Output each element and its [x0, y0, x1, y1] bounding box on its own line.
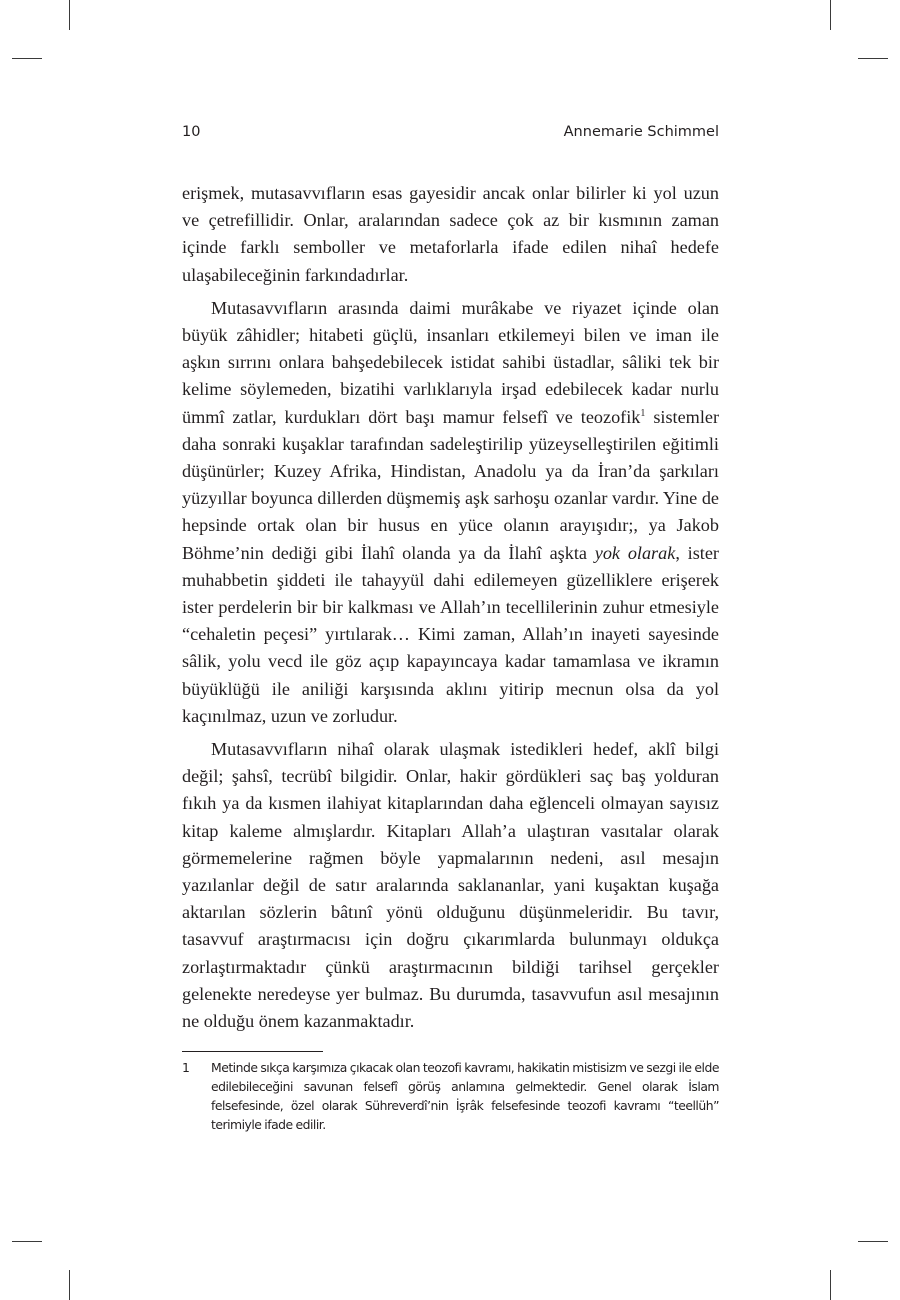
paragraph-2-part-b: sistemler daha sonraki kuşaklar tarafından sadeleştirilip yüzeyselleştirilen eğitimli düşünürler; Kuzey Afrika, Hindistan, Anadolu ya da İran’da şarkıları yüzyıllar boyunca dillerden düşmemiş aşk sarhoşu ozanlar vardır. Yine de hepsinde ortak olan bir husus en yüce olanın arayışıdır;, ya Jakob Böhme’nin dediği gibi İlahî olanda ya da İlahî aşkta: [182, 406, 719, 563]
paragraph-1: erişmek, mutasavvıfların esas gayesidir ancak onlar bilirler ki yol uzun ve çetrefillidir. Onlar, aralarından sadece çok az bir kısmının zaman içinde farklı semboller ve metaforlarla ifade edilen nihaî hedefe ulaşabileceğinin farkındadırlar.: [182, 183, 719, 285]
paragraph-2-part-a: Mutasavvıfların arasında daimi murâkabe ve riyazet içinde olan büyük zâhidler; hitabeti güçlü, insanları etkilemeyi bilen ve iman ile aşkın sırrını onlara bahşedebilecek istidat sahibi üstadlar, sâliki tek bir kelime söylemeden, bizatihi varlıklarıyla irşad edebilecek kadar nurlu ümmî zatlar, kurdukları dört başı mamur felsefî ve teozofik: [182, 297, 719, 427]
running-header: [182, 124, 719, 146]
crop-mark-left-bottom: [12, 1241, 42, 1242]
crop-mark-right-bottom: [858, 1241, 888, 1242]
running-header-author: Annemarie Schimmel: [563, 124, 719, 140]
crop-mark-left-top: [12, 58, 42, 59]
paragraph-2: [182, 295, 719, 730]
crop-mark-bottom-right: [830, 1270, 831, 1300]
crop-mark-bottom-left: [69, 1270, 70, 1300]
page-number: 10: [182, 124, 201, 140]
footnote-number: 1: [182, 1060, 190, 1075]
paragraph-3: Mutasavvıfların nihaî olarak ulaşmak istedikleri hedef, aklî bilgi değil; şahsî, tecrübî bilgidir. Onlar, hakir gördükleri saç baş yolduran fıkıh ya da kısmen ilahiyat kitaplarından daha eğlenceli olmayan sayısız kitap kaleme almışlardır. Kitapları Allah’a ulaştıran vasıtalar olarak görmemelerine rağmen böyle yapmalarının nedeni, asıl mesajın yazılanlar değil de satır aralarında saklananlar, yani kuşaktan kuşağa aktarılan sözlerin bâtınî yönü olduğunu düşünmeleridir. Bu tavır, tasavvuf araştırmacısı için doğru çıkarımlarda bulunmayı oldukça zorlaştırmaktadır çünkü araştırmacının bildiği tarihsel gerçekler gelenekte neredeyse yer bulmaz. Bu durumda, tasavvufun asıl mesajının ne olduğu önem kazanmaktadır.: [182, 739, 719, 1032]
body-text: [182, 180, 719, 1035]
crop-mark-top-right: [830, 0, 831, 30]
paragraph-2-italic: yok olarak: [594, 542, 676, 563]
crop-mark-top-left: [69, 0, 70, 30]
footnote-reference[interactable]: 1: [640, 407, 646, 419]
paragraph-2-part-c: , ister muhabbetin şiddeti ile tahayyül dahi edilemeyen güzelliklere erişerek ister perdelerin bir bir kalkması ve Allah’ın tecellilerinin zuhur etmesiyle “cehaletin peçesi” yırtılarak… Kimi zaman, Allah’ın inayeti sayesinde sâlik, yolu vecd ile göz açıp kapayıncaya kadar tamamlasa ve ikramın büyüklüğü ile aniliği karşısında aklını yitirip mecnun olsa da yol kaçınılmaz, uzun ve zorludur.: [182, 542, 719, 726]
crop-mark-right-top: [858, 58, 888, 59]
footnote-text: Metinde sıkça karşımıza çıkacak olan teozofi kavramı, hakikatin mistisizm ve sezgi ile elde edilebileceğini savunan felsefî görüş anlamına gelmektedir. Genel olarak İslam felsefesinde, özel olarak Sühreverdî’nin İşrâk felsefesinde teozofi kavramı “teellüh” terimiyle ifade edilir.: [211, 1060, 719, 1132]
footnote-separator: [182, 1051, 323, 1052]
footnote: [182, 1058, 719, 1134]
